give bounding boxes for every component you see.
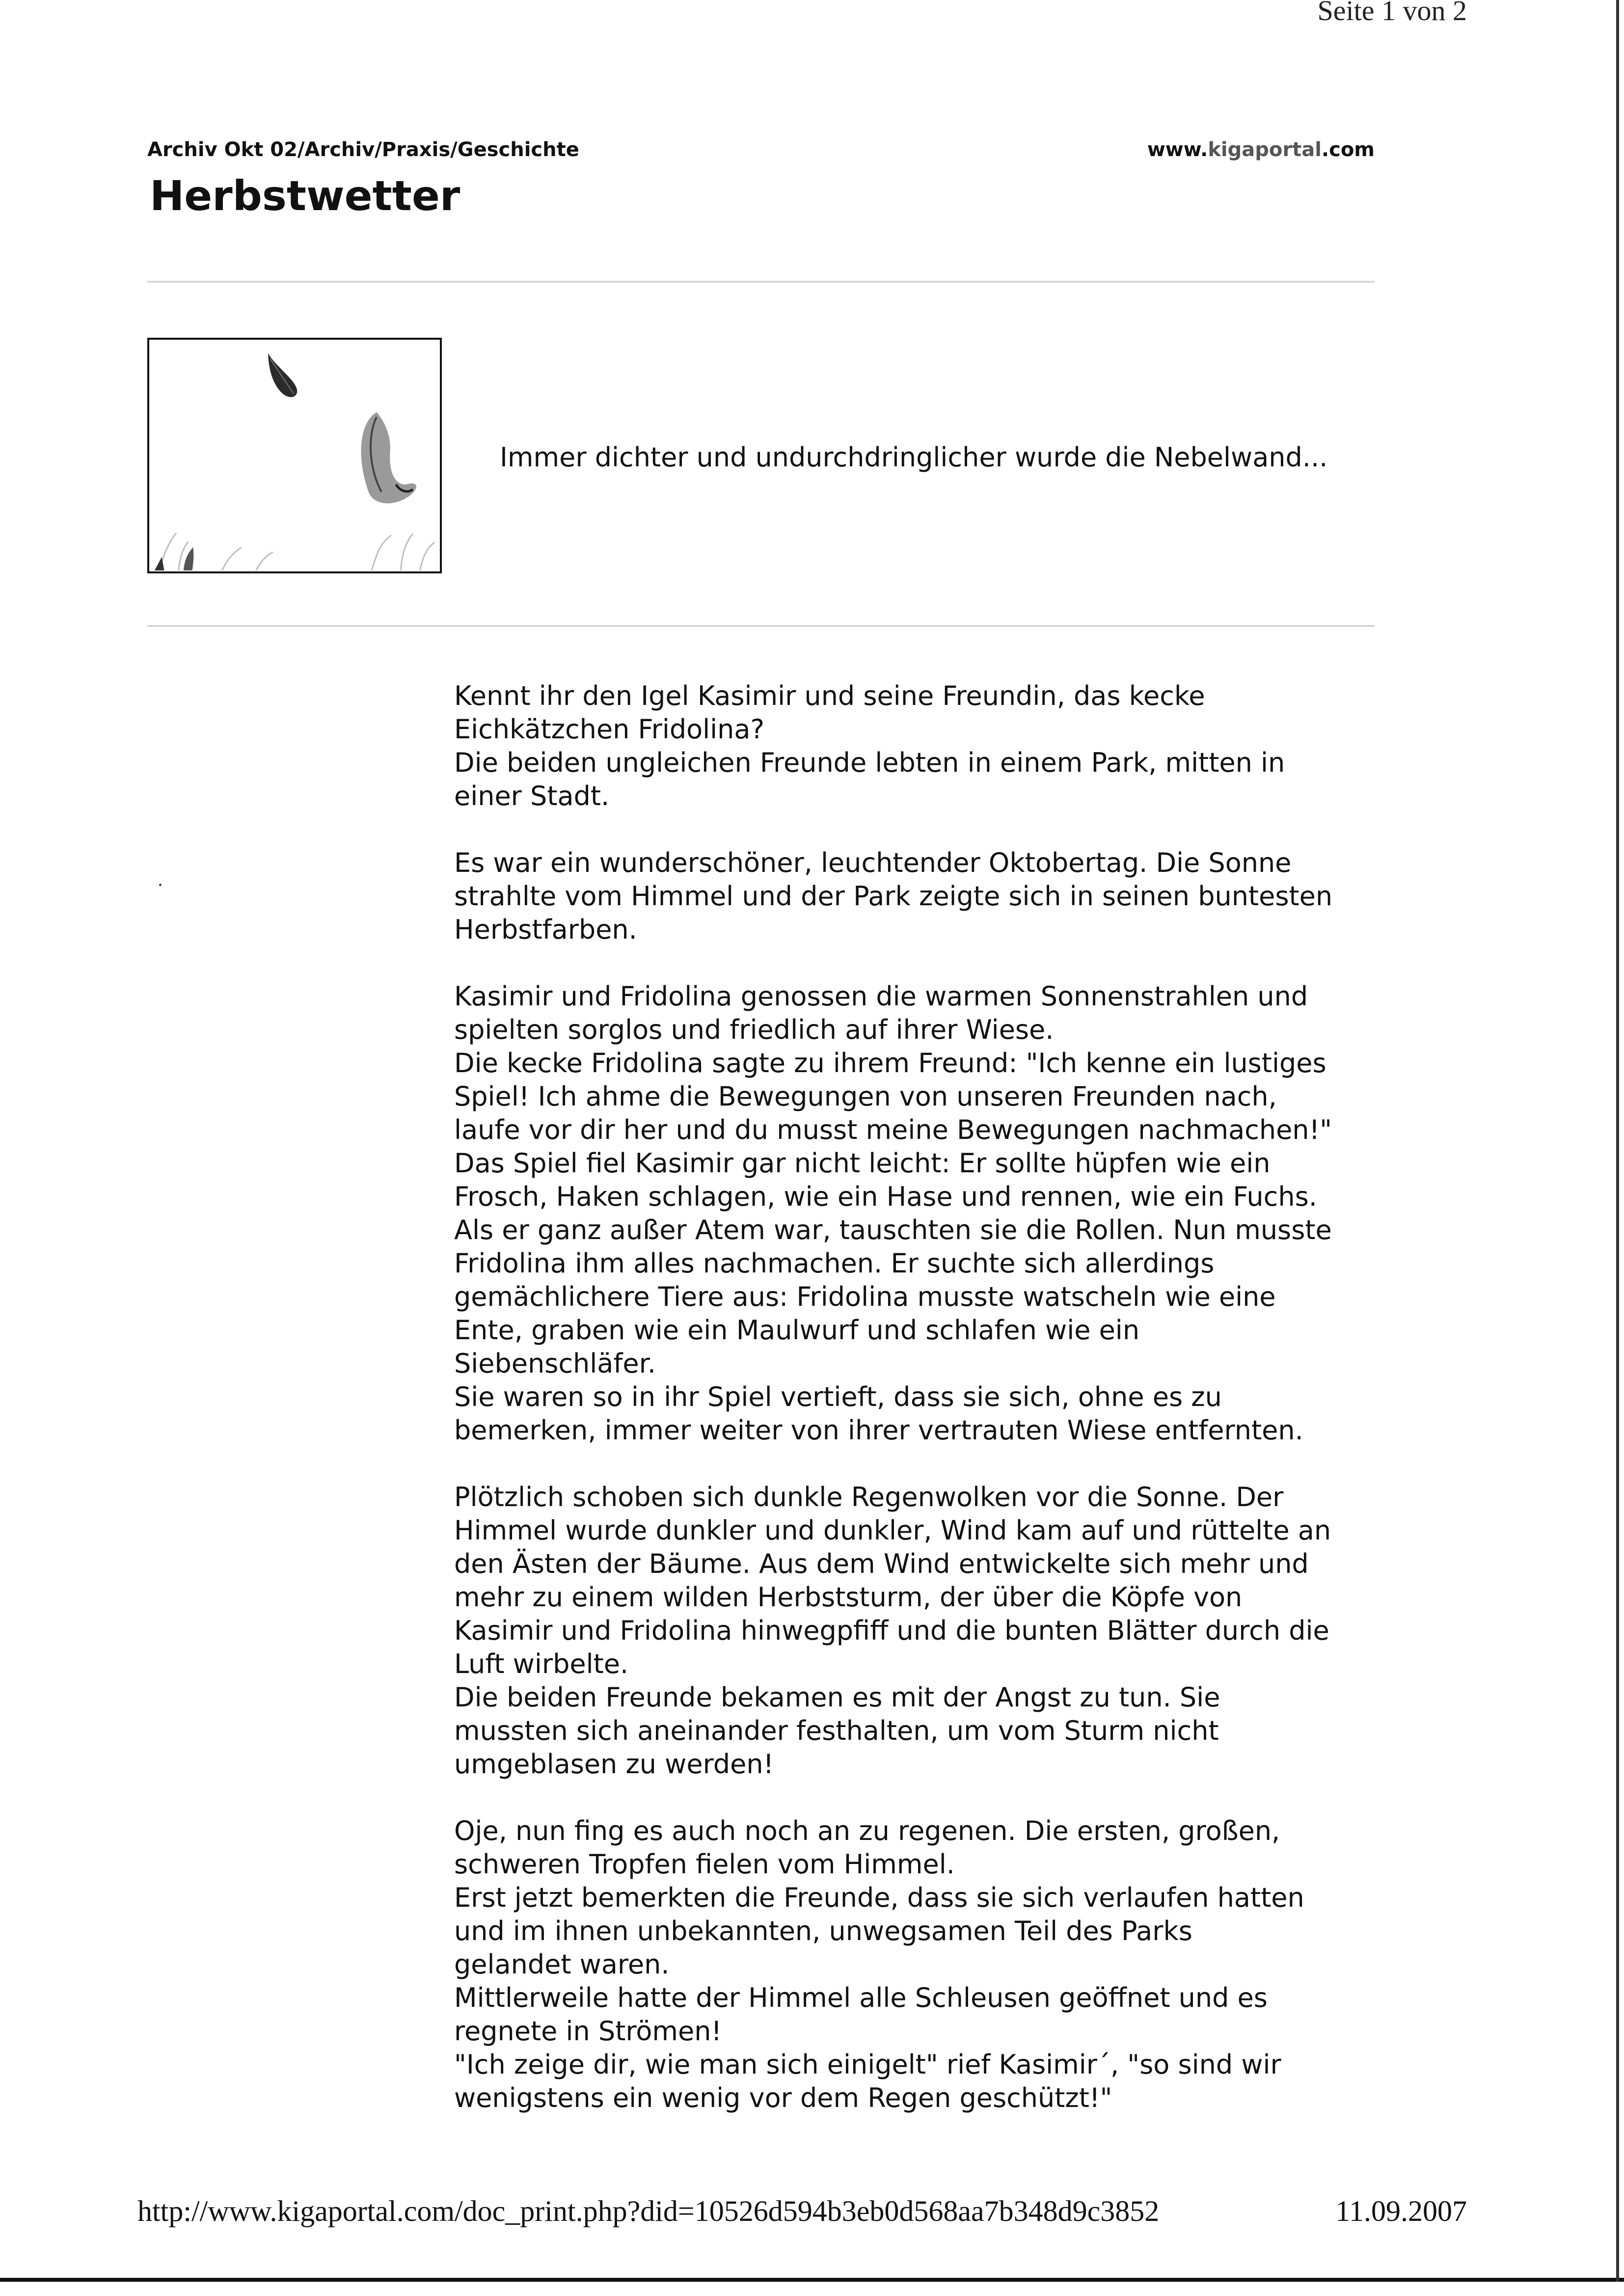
article-paragraph: Plötzlich schoben sich dunkle Regenwolken vor die Sonne. Der Himmel wurde dunkler und dunkler, Wind kam auf und rüttelte an den Ästen der Bäume. Aus dem Wind entwickelte sich mehr und mehr zu einem wilden Herbststurm, der über die Köpfe von Kasimir und Fridolina hinwegpfiff und die bunten Blätter durch die Luft wirbelte. Die beiden Freunde bekamen es mit der Angst zu tun. Sie mussten sich aneinander festhalten, um vom Sturm nicht umgeblasen zu werden! [454, 1482, 1331, 1780]
site-url-prefix: www. [1147, 138, 1208, 161]
article-body [454, 679, 1387, 2148]
scan-edge-right [1616, 0, 1619, 2282]
site-url-brand: kigaportal [1208, 138, 1322, 161]
page-title: Herbstwetter [150, 172, 460, 220]
autumn-leaves-illustration-icon [147, 338, 442, 573]
divider-top [147, 281, 1375, 283]
article-paragraph: Es war ein wunderschöner, leuchtender Oktobertag. Die Sonne strahlte vom Himmel und der Park zeigte sich in seinen buntesten Herbstfarben. [454, 847, 1333, 945]
article-paragraph: Kennt ihr den Igel Kasimir und seine Freundin, das kecke Eichkätzchen Fridolina? Die beiden ungleichen Freunde lebten in einem Park, mitten in einer Stadt. [454, 680, 1285, 811]
teaser-text: Immer dichter und undurchdringlicher wurde die Nebelwand... [500, 442, 1328, 473]
site-url [1147, 138, 1375, 161]
footer-date: 11.09.2007 [1335, 2195, 1467, 2227]
site-url-suffix: .com [1321, 138, 1375, 161]
footer-url: http://www.kigaportal.com/doc_print.php?did=10526d594b3eb0d568aa7b348d9c3852 [137, 2195, 1160, 2227]
scan-speck [159, 884, 162, 886]
article-paragraph: Kasimir und Fridolina genossen die warmen Sonnenstrahlen und spielten sorglos und friedlich auf ihrer Wiese. Die kecke Fridolina sagte zu ihrem Freund: "Ich kenne ein lustiges Spiel! Ich ahme die Bewegungen von unseren Freunden nach, laufe vor dir her und du musst meine Bewegungen nachmachen!" Das Spiel fiel Kasimir gar nicht leicht: Er sollte hüpfen wie ein Frosch, Haken schlagen, wie ein Hase und rennen, wie ein Fuchs. Als er ganz außer Atem war, tauschten sie die Rollen. Nun musste Fridolina ihm alles nachmachen. Er suchte sich allerdings gemächlichere Tiere aus: Fridolina musste watscheln wie eine Ente, graben wie ein Maulwurf und schlafen wie ein Siebenschläfer. Sie waren so in ihr Spiel vertieft, dass sie sich, ohne es zu bemerken, immer weiter von ihrer vertrauten Wiese entfernten. [454, 981, 1332, 1446]
page-counter: Seite 1 von 2 [1317, 0, 1467, 27]
article-paragraph: Oje, nun fing es auch noch an zu regenen. Die ersten, großen, schweren Tropfen fielen vom Himmel. Erst jetzt bemerkten die Freunde, dass sie sich verlaufen hatten und im ihnen unbekannten, unwegsamen Teil des Parks gelandet waren. Mittlerweile hatte der Himmel alle Schleusen geöffnet und es regnete in Strömen! "Ich zeige dir, wie man sich einigelt" rief Kasimir´, "so sind wir wenigstens ein wenig vor dem Regen geschützt!" [454, 1815, 1304, 2113]
breadcrumb: Archiv Okt 02/Archiv/Praxis/Geschichte [147, 138, 579, 161]
scan-edge-bottom [0, 2278, 1624, 2282]
divider-bottom [147, 625, 1375, 627]
